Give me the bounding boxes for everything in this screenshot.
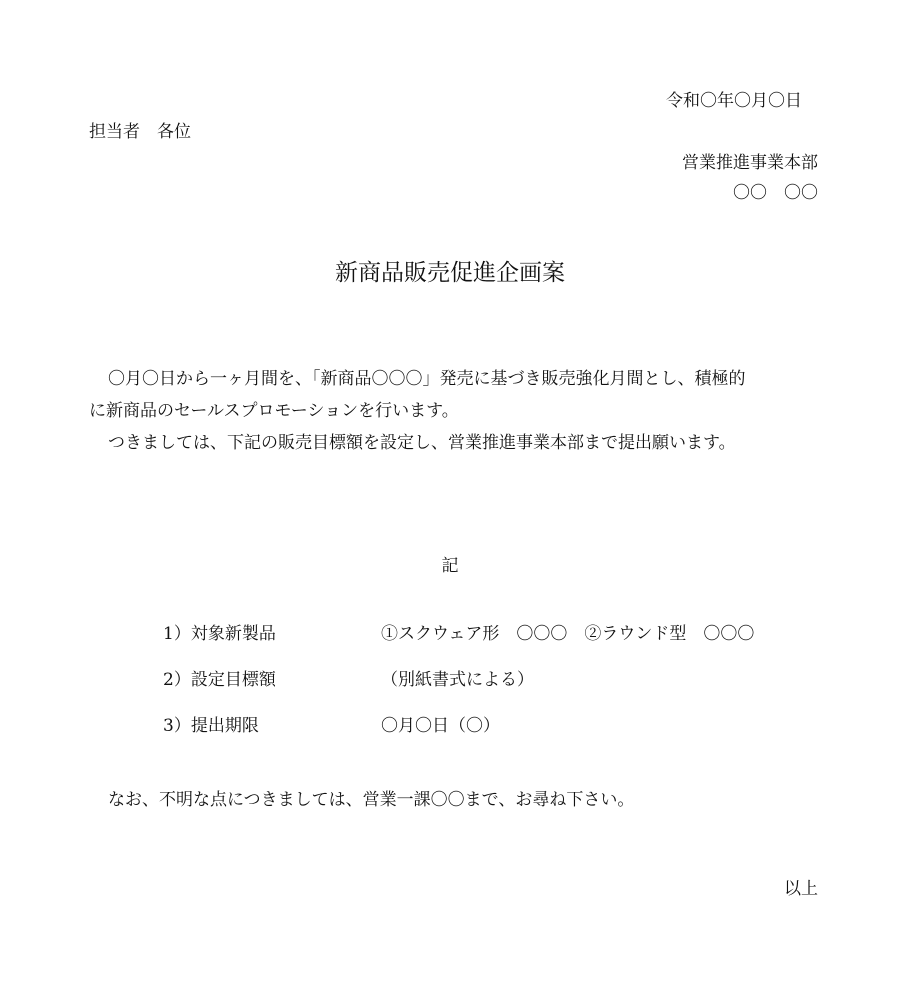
closing-ijo: 以上 bbox=[784, 879, 818, 899]
item-label-target-amount: 2）設定目標額 bbox=[163, 670, 276, 690]
ki-heading: 記 bbox=[441, 556, 459, 576]
document-title: 新商品販売促進企画案 bbox=[335, 260, 565, 286]
item-value-deadline: 〇月〇日（〇） bbox=[381, 716, 500, 736]
item-label-target-products: 1）対象新製品 bbox=[163, 624, 276, 644]
item-value-target-products: ①スクウェア形 〇〇〇 ②ラウンド型 〇〇〇 bbox=[381, 624, 755, 644]
body-paragraph-line-2: に新商品のセールスプロモーションを行います。 bbox=[89, 401, 459, 421]
sender-department: 営業推進事業本部 bbox=[682, 153, 818, 173]
sender-name: 〇〇 〇〇 bbox=[733, 183, 818, 203]
item-value-target-amount: （別紙書式による） bbox=[381, 670, 534, 690]
item-label-deadline: 3）提出期限 bbox=[163, 716, 259, 736]
recipient-line: 担当者 各位 bbox=[89, 122, 191, 142]
document-date: 令和〇年〇月〇日 bbox=[666, 91, 802, 111]
body-paragraph-line-3: つきましては、下記の販売目標額を設定し、営業推進事業本部まで提出願います。 bbox=[108, 433, 736, 453]
closing-note: なお、不明な点につきましては、営業一課〇〇まで、お尋ね下さい。 bbox=[108, 790, 635, 810]
body-paragraph-line-1: 〇月〇日から一ヶ月間を、「新商品〇〇〇」発売に基づき販売強化月間とし、積極的 bbox=[108, 369, 746, 389]
